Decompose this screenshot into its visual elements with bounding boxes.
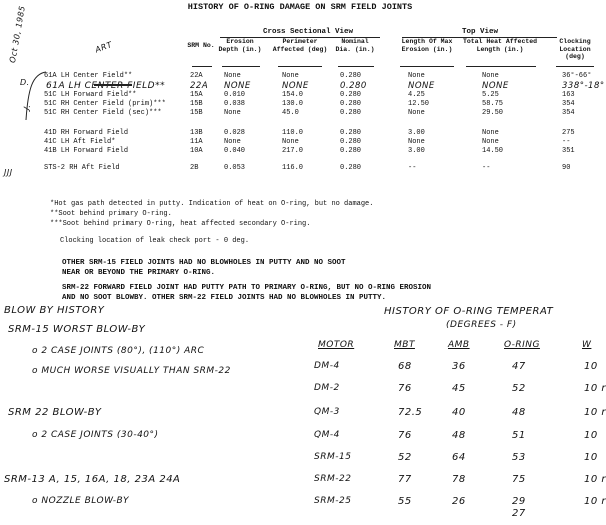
row-perimeter-cell: 217.0 xyxy=(282,147,304,155)
row-length-cell: 3.00 xyxy=(408,129,425,137)
temp-w-cell: 10 xyxy=(584,361,598,372)
row-dia-cell: 0.280 xyxy=(340,164,362,172)
col-header-perimeter: Perimeter Affected (deg) xyxy=(272,38,328,53)
row-heat-cell: 5.25 xyxy=(482,91,499,99)
row-length-cell: 12.50 xyxy=(408,100,430,108)
temp-history-subheading: (DEGREES - F) xyxy=(446,320,517,330)
temp-amb-cell: 64 xyxy=(452,452,466,463)
temp-motor-cell: SRM-25 xyxy=(314,496,352,506)
row-heat-cell: 14.50 xyxy=(482,147,504,155)
strikethrough-mark xyxy=(94,84,132,86)
bullet-icon: o xyxy=(32,346,42,356)
row-srm-cell: 15A xyxy=(190,91,203,99)
row-srm-cell: 15B xyxy=(190,109,203,117)
row-clocking-cell: 163 xyxy=(562,91,575,99)
row-name-cell: 61A LH CENTER FIELD** xyxy=(46,81,166,91)
temp-motor-cell: DM-2 xyxy=(314,383,340,393)
row-erosion-cell: NONE xyxy=(224,81,251,91)
temp-w-cell: 10 r xyxy=(584,496,606,507)
row-erosion-cell: None xyxy=(224,72,241,80)
row-clocking-cell: 351 xyxy=(562,147,575,155)
statement-line: SRM-22 FORWARD FIELD JOINT HAD PUTTY PATH TO PRIMARY O-RING, BUT NO O-RING EROSION xyxy=(62,284,432,292)
row-perimeter-cell: NONE xyxy=(282,81,309,91)
temp-motor-cell: QM-3 xyxy=(314,407,340,417)
statement-line: AND NO SOOT BLOWBY. OTHER SRM-22 FIELD JOINTS HAD NO BLOWHOLES IN PUTTY. xyxy=(62,294,387,302)
row-srm-cell: 13B xyxy=(190,129,203,137)
row-heat-cell: None xyxy=(482,72,499,80)
row-heat-cell: 29.50 xyxy=(482,109,504,117)
row-dia-cell: 0.280 xyxy=(340,91,362,99)
temp-motor-cell: SRM-22 xyxy=(314,474,352,484)
temp-col-header-w: W xyxy=(582,340,592,350)
row-clocking-cell: 354 xyxy=(562,109,575,117)
row-perimeter-cell: None xyxy=(282,138,299,146)
temp-w-cell: 10 r xyxy=(584,407,606,418)
temp-oring-cell: 47 xyxy=(512,361,526,372)
row-heat-cell: 58.75 xyxy=(482,100,504,108)
row-length-cell: None xyxy=(408,138,425,146)
footnote: ***Soot behind primary O-ring, heat affected secondary O-ring. xyxy=(50,220,311,228)
row-srm-cell: 11A xyxy=(190,138,203,146)
header-underline xyxy=(278,66,322,67)
row-dia-cell: 0.280 xyxy=(340,72,362,80)
statement-line: OTHER SRM-15 FIELD JOINTS HAD NO BLOWHOLES IN PUTTY AND NO SOOT xyxy=(62,259,346,267)
row-name-cell: 41D RH Forward Field xyxy=(44,129,129,137)
blowby-item-title: SRM-15 WORST BLOW-BY xyxy=(8,324,146,335)
row-name-cell: 61A LH Center Field** xyxy=(44,72,133,80)
footnote: *Hot gas path detected in putty. Indication of heat on O-ring, but no damage. xyxy=(50,200,374,208)
temp-mbt-cell: 76 xyxy=(398,430,412,441)
row-dia-cell: 0.280 xyxy=(340,138,362,146)
row-srm-cell: 10A xyxy=(190,147,203,155)
blowby-bullet: o NOZZLE BLOW-BY xyxy=(32,496,130,506)
statement-line: NEAR OR BEYOND THE PRIMARY O-RING. xyxy=(62,269,216,277)
temp-w-cell: 10 xyxy=(584,430,598,441)
row-dia-cell: 0.280 xyxy=(340,129,362,137)
blowby-bullet: o 2 CASE JOINTS (30-40°) xyxy=(32,430,159,440)
row-perimeter-cell: 110.0 xyxy=(282,129,304,137)
temp-oring-cell: 53 xyxy=(512,452,526,463)
temp-mbt-cell: 76 xyxy=(398,383,412,394)
header-underline xyxy=(222,66,260,67)
margin-initials-note: J. xyxy=(22,102,33,112)
row-clocking-cell: 338°-18° xyxy=(562,81,605,91)
bullet-icon: o xyxy=(32,366,42,376)
row-dia-cell: 0.280 xyxy=(340,81,367,91)
row-dia-cell: 0.280 xyxy=(340,147,362,155)
row-srm-cell: 22A xyxy=(190,72,203,80)
header-underline xyxy=(192,66,212,67)
row-name-cell: 51C RH Center Field (sec)*** xyxy=(44,109,162,117)
row-length-cell: None xyxy=(408,109,425,117)
row-name-cell: 51C RH Center Field (prim)*** xyxy=(44,100,166,108)
temp-mbt-cell: 52 xyxy=(398,452,412,463)
temp-col-header-motor: MOTOR xyxy=(318,340,355,350)
temp-amb-cell: 36 xyxy=(452,361,466,372)
temp-amb-cell: 26 xyxy=(452,496,466,507)
blowby-bullet: o MUCH WORSE VISUALLY THAN SRM-22 xyxy=(32,366,231,376)
temp-history-heading: HISTORY OF O-RING TEMPERAT xyxy=(384,306,554,317)
row-perimeter-cell: 154.0 xyxy=(282,91,304,99)
row-clocking-cell: 90 xyxy=(562,164,571,172)
temp-motor-cell: QM-4 xyxy=(314,430,340,440)
temp-amb-cell: 78 xyxy=(452,474,466,485)
row-length-cell: -- xyxy=(408,164,417,172)
blowby-item-title: SRM 22 BLOW-BY xyxy=(8,407,102,418)
footnote: **Soot behind primary O-ring. xyxy=(50,210,172,218)
header-underline xyxy=(466,66,536,67)
col-header-srm: SRM No. xyxy=(187,42,215,49)
blowby-item-title: SRM-13 A, 15, 16A, 18, 23A 24A xyxy=(4,474,181,485)
row-length-cell: NONE xyxy=(408,81,435,91)
temp-col-header-mbt: MBT xyxy=(394,340,415,350)
document-title: HISTORY OF O-RING DAMAGE ON SRM FIELD JOINTS xyxy=(187,2,413,12)
col-header-length-max-erosion: Length Of Max Erosion (in.) xyxy=(401,38,453,53)
row-srm-cell: 22A xyxy=(190,81,209,91)
row-clocking-cell: 354 xyxy=(562,100,575,108)
row-name-cell: 51C LH Forward Field** xyxy=(44,91,137,99)
row-perimeter-cell: 45.0 xyxy=(282,109,299,117)
temp-extra-oring-value: 27 xyxy=(512,508,526,519)
temp-mbt-cell: 77 xyxy=(398,474,412,485)
temp-motor-cell: DM-4 xyxy=(314,361,340,371)
header-underline xyxy=(400,66,454,67)
temp-oring-cell: 75 xyxy=(512,474,526,485)
row-heat-cell: None xyxy=(482,129,499,137)
temp-oring-cell: 29 xyxy=(512,496,526,507)
temp-oring-cell: 48 xyxy=(512,407,526,418)
temp-oring-cell: 52 xyxy=(512,383,526,394)
row-heat-cell: None xyxy=(482,138,499,146)
row-dia-cell: 0.280 xyxy=(340,100,362,108)
temp-mbt-cell: 72.5 xyxy=(398,407,423,418)
margin-date-note: Oct 30, 1985 xyxy=(8,4,27,64)
bullet-icon: o xyxy=(32,430,42,440)
bullet-icon: o xyxy=(32,496,42,506)
blowby-bullet: o 2 CASE JOINTS (80°), (110°) ARC xyxy=(32,346,205,356)
margin-initials-note: D. xyxy=(20,78,30,87)
row-srm-cell: 15B xyxy=(190,100,203,108)
temp-mbt-cell: 68 xyxy=(398,361,412,372)
group-header-top-view: Top View xyxy=(461,28,498,36)
row-dia-cell: 0.280 xyxy=(340,109,362,117)
group-header-cross-section: Cross Sectional View xyxy=(262,28,353,36)
temp-mbt-cell: 55 xyxy=(398,496,412,507)
row-name-cell: 41C LH Aft Field* xyxy=(44,138,116,146)
row-name-cell: STS-2 RH Aft Field xyxy=(44,164,120,172)
row-perimeter-cell: None xyxy=(282,72,299,80)
margin-bracket-mark xyxy=(22,70,48,122)
col-header-heat-affected: Total Heat Affected Length (in.) xyxy=(462,38,538,53)
temp-amb-cell: 40 xyxy=(452,407,466,418)
row-clocking-cell: 36°-66° xyxy=(562,72,592,80)
row-length-cell: 3.00 xyxy=(408,147,425,155)
row-erosion-cell: None xyxy=(224,109,241,117)
col-header-clocking: Clocking Location (deg) xyxy=(559,38,591,60)
row-length-cell: 4.25 xyxy=(408,91,425,99)
row-heat-cell: -- xyxy=(482,164,491,172)
temp-col-header-amb: AMB xyxy=(448,340,470,350)
row-erosion-cell: 0.053 xyxy=(224,164,246,172)
blowby-heading: BLOW BY HISTORY xyxy=(4,305,105,316)
temp-motor-cell: SRM-15 xyxy=(314,452,352,462)
row-erosion-cell: 0.028 xyxy=(224,129,246,137)
temp-amb-cell: 45 xyxy=(452,383,466,394)
clocking-note: Clocking location of leak check port - 0 deg. xyxy=(60,237,250,245)
temp-w-cell: 10 r xyxy=(584,383,606,394)
col-header-nominal-dia: Nominal Dia. (in.) xyxy=(335,38,375,53)
row-perimeter-cell: 130.0 xyxy=(282,100,304,108)
row-length-cell: None xyxy=(408,72,425,80)
temp-oring-cell: 51 xyxy=(512,430,526,441)
row-srm-cell: 2B xyxy=(190,164,199,172)
row-erosion-cell: None xyxy=(224,138,241,146)
row-erosion-cell: 0.010 xyxy=(224,91,246,99)
temp-col-header-oring: O-RING xyxy=(504,340,540,350)
margin-initials-note: ART xyxy=(94,40,114,55)
temp-w-cell: 10 r xyxy=(584,474,606,485)
header-underline xyxy=(338,66,374,67)
row-name-cell: 41B LH Forward Field xyxy=(44,147,129,155)
row-perimeter-cell: 116.0 xyxy=(282,164,304,172)
temp-w-cell: 10 xyxy=(584,452,598,463)
row-heat-cell: NONE xyxy=(482,81,509,91)
row-clocking-cell: -- xyxy=(562,138,571,146)
row-clocking-cell: 275 xyxy=(562,129,575,137)
header-underline xyxy=(556,66,594,67)
temp-amb-cell: 48 xyxy=(452,430,466,441)
margin-initials-note: JJJ xyxy=(4,168,13,177)
col-header-erosion: Erosion Depth (in.) xyxy=(218,38,262,53)
row-erosion-cell: 0.038 xyxy=(224,100,246,108)
row-erosion-cell: 0.040 xyxy=(224,147,246,155)
